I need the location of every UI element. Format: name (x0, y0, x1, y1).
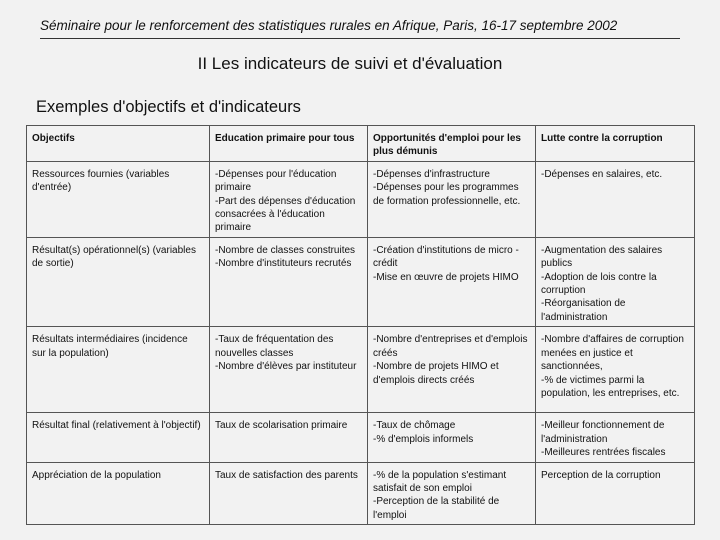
table-row (27, 237, 695, 326)
table-row (27, 462, 695, 525)
table-cell: -Taux de fréquentation des nouvelles classes -Nombre d'élèves par instituteur (210, 327, 368, 413)
table-row (27, 161, 695, 237)
column-header-education: Education primaire pour tous (210, 126, 368, 162)
table-cell: -Création d'institutions de micro -crédit -Mise en œuvre de projets HIMO (368, 237, 536, 326)
row-label: Résultats intermédiaires (incidence sur la population) (27, 327, 210, 413)
row-label: Résultat final (relativement à l'objectif) (27, 413, 210, 462)
row-label: Ressources fournies (variables d'entrée) (27, 161, 210, 237)
table-row (27, 413, 695, 462)
table-cell: -Dépenses en salaires, etc. (536, 161, 695, 237)
table-cell: -% de la population s'estimant satisfait de son emploi -Perception de la stabilité de l'emploi (368, 462, 536, 525)
section-title: II Les indicateurs de suivi et d'évaluation (197, 54, 503, 73)
column-header-corruption: Lutte contre la corruption (536, 126, 695, 162)
table-cell: -Meilleur fonctionnement de l'administration -Meilleures rentrées fiscales (536, 413, 695, 462)
table-row (27, 327, 695, 413)
slide-header-title: Séminaire pour le renforcement des statistiques rurales en Afrique, Paris, 16-17 septembre 2002 (40, 18, 618, 33)
table-header-row (27, 126, 695, 162)
table-cell: -Taux de chômage -% d'emplois informels (368, 413, 536, 462)
table-cell: -Augmentation des salaires publics -Adoption de lois contre la corruption -Réorganisation de l'administration (536, 237, 695, 326)
table-cell: Taux de satisfaction des parents (210, 462, 368, 525)
table-cell: -Nombre de classes construites -Nombre d'instituteurs recrutés (210, 237, 368, 326)
table-cell: -Nombre d'entreprises et d'emplois créés -Nombre de projets HIMO et d'emplois directs créés (368, 327, 536, 413)
row-label: Résultat(s) opérationnel(s) (variables de sortie) (27, 237, 210, 326)
table-cell: Perception de la corruption (536, 462, 695, 525)
indicators-table (26, 125, 695, 525)
header-divider (40, 38, 680, 39)
table-cell: -Nombre d'affaires de corruption menées en justice et sanctionnées, -% de victimes parmi la population, les entreprises, etc. (536, 327, 695, 413)
row-label: Appréciation de la population (27, 462, 210, 525)
table-cell: -Dépenses pour l'éducation primaire -Part des dépenses d'éducation consacrées à l'éducation primaire (210, 161, 368, 237)
column-header-objectifs: Objectifs (27, 126, 210, 162)
section-subtitle: Exemples d'objectifs et d'indicateurs (36, 98, 301, 116)
table-cell: Taux de scolarisation primaire (210, 413, 368, 462)
column-header-emploi: Opportunités d'emploi pour les plus démunis (368, 126, 536, 162)
table-cell: -Dépenses d'infrastructure -Dépenses pour les programmes de formation professionnelle, etc. (368, 161, 536, 237)
